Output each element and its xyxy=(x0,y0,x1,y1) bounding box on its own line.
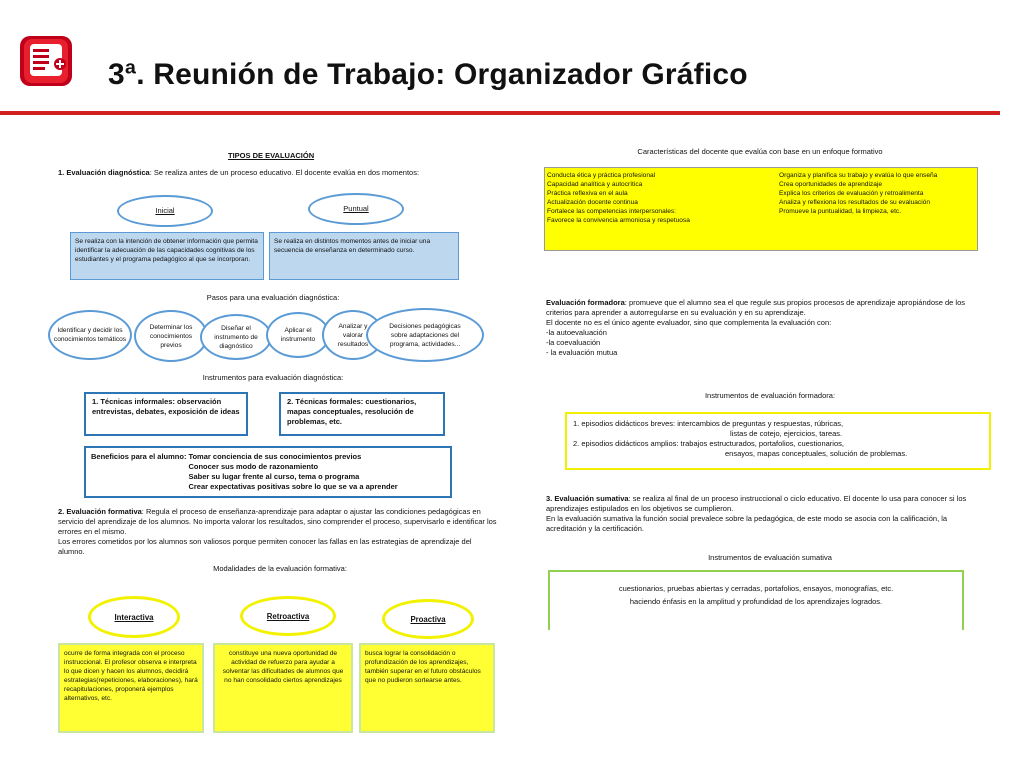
instr-formal: 2. Técnicas formales: cuestionarios, mapas conceptuales, resolución de problemas, etc. xyxy=(279,392,445,436)
formativa-body-2: Los errores cometidos por los alumnos son valiosos porque permiten conocer las fallas en las estrategias de aprendizaje del alumno. xyxy=(58,537,472,556)
formadora-body: : promueve que el alumno sea el que regule sus propios procesos de aprendizaje apropiándose de los criterios para aprender a autorregularse en su evaluación y en su aprendizaje. xyxy=(546,298,966,317)
instr-formadora-line: listas de cotejo, ejercicios, tareas. xyxy=(730,429,843,438)
oval-proactiva: Proactiva xyxy=(382,599,474,639)
formadora-line: - la evaluación mutua xyxy=(546,348,618,357)
oval-inicial: Inicial xyxy=(117,195,213,227)
oval-interactiva: Interactiva xyxy=(88,596,180,638)
carac-right-col xyxy=(779,171,975,247)
step-4: Aplicar el instrumento xyxy=(266,312,330,358)
diag-text: : Se realiza antes de un proceso educativo. El docente evalúa en dos momentos: xyxy=(149,168,420,177)
pasos-title: Pasos para una evaluación diagnóstica: xyxy=(206,293,340,302)
instr-formadora-line: 1. episodios didácticos breves: intercambios de preguntas y respuestas, rúbricas, xyxy=(573,419,844,428)
sumativa-text xyxy=(546,494,976,534)
carac-table xyxy=(544,167,978,251)
formadora-text xyxy=(546,298,976,358)
benefits-box xyxy=(84,446,452,498)
step-2: Determinar los conocimientos previos xyxy=(134,310,208,362)
carac-item: Fortalece las competencias interpersonales: xyxy=(547,208,677,215)
box-proactiva: busca lograr la consolidación o profundización de los aprendizajes, también superar en el futuro obstáculos que no pudieron sortearse antes. xyxy=(359,643,495,733)
benefits-label: Beneficios para el alumno: xyxy=(91,452,187,461)
formativa-text xyxy=(58,507,498,557)
benefits-list xyxy=(188,452,397,492)
step-1: Identificar y decidir los conocimientos temáticos xyxy=(48,310,132,360)
carac-item: Promueve la puntualidad, la limpieza, etc. xyxy=(779,208,902,215)
tipos-title: TIPOS DE EVALUACIÓN xyxy=(228,151,315,160)
formadora-heading: Evaluación formadora xyxy=(546,298,625,307)
instr-sumativa-line: haciendo énfasis en la amplitud y profundidad de los aprendizajes logrados. xyxy=(629,597,883,606)
oval-retroactiva: Retroactiva xyxy=(240,596,336,636)
carac-item: Explica los criterios de evaluación y retroalimenta xyxy=(779,190,924,197)
instr-sumativa-title: Instrumentos de evaluación sumativa xyxy=(708,553,832,562)
carac-item: Práctica reflexiva en el aula xyxy=(547,190,628,197)
diag-heading: 1. Evaluación diagnóstica xyxy=(58,168,150,177)
modalidades-title: Modalidades de la evaluación formativa: xyxy=(213,564,347,573)
benefit-item: Crear expectativas positivas sobre lo que se va a aprender xyxy=(188,482,398,491)
step-3: Diseñar el instrumento de diagnóstico xyxy=(200,314,272,360)
formadora-line: El docente no es el único agente evaluador, sino que complementa la evaluación con: xyxy=(546,318,832,327)
instr-informal: 1. Técnicas informales: observación entrevistas, debates, exposición de ideas xyxy=(84,392,248,436)
carac-left-col xyxy=(547,171,779,247)
carac-item: Capacidad analítica y autocrítica xyxy=(547,181,643,188)
title-divider xyxy=(0,111,1000,115)
step-5: Analizar y valorar resultados xyxy=(322,310,384,360)
step-6: Decisiones pedagógicas sobre adaptaciones del programa, actividades... xyxy=(366,308,484,362)
box-inicial: Se realiza con la intención de obtener información que permita identificar la adecuación de las capacidades cognitivas de los estudiantes y el programa pedagógico al que se incorporan. xyxy=(70,232,264,280)
oval-puntual: Puntual xyxy=(308,193,404,225)
sumativa-body: : se realiza al final de un proceso instruccional o ciclo educativo. El docente lo usa para conocer si los aprendizajes estipulados en los objetivos se cumplieron. xyxy=(546,494,967,513)
instr-formadora-line: ensayos, mapas conceptuales, solución de problemas. xyxy=(725,449,908,458)
instr-formadora-title: Instrumentos de evaluación formadora: xyxy=(704,391,836,400)
box-puntual: Se realiza en distintos momentos antes de iniciar una secuencia de enseñanza en determinado curso. xyxy=(269,232,459,280)
page-title: 3ª. Reunión de Trabajo: Organizador Gráfico xyxy=(108,58,748,91)
benefit-item: Tomar conciencia de sus conocimientos previos xyxy=(188,452,362,461)
formadora-line: -la autoevaluación xyxy=(546,328,607,337)
box-interactiva: ocurre de forma integrada con el proceso instruccional. El profesor observa e interpreta lo que dicen y hacen los alumnos, decidirá estrategias(repeticiones, elaboraciones), hará recapitulaciones, proponerá ejemplos alternativos, etc. xyxy=(58,643,204,733)
benefit-item: Conocer sus modo de razonamiento xyxy=(188,462,319,471)
sumativa-heading: 3. Evaluación sumativa xyxy=(546,494,629,503)
presentation-icon xyxy=(16,30,78,94)
instr-sumativa-line: cuestionarios, pruebas abiertas y cerradas, portafolios, ensayos, monografías, etc. xyxy=(618,584,894,593)
formativa-heading: 2. Evaluación formativa xyxy=(58,507,142,516)
carac-item: Actualización docente continua xyxy=(547,199,638,206)
sumativa-body-2: En la evaluación sumativa la función social prevalece sobre la pedagógica, de este modo se asocia con la calificación, la acreditación y la certificación. xyxy=(546,514,948,533)
carac-title: Características del docente que evalúa con base en un enfoque formativo xyxy=(637,147,883,156)
instr-diag-title: Instrumentos para evaluación diagnóstica: xyxy=(202,373,344,382)
benefit-item: Saber su lugar frente al curso, tema o programa xyxy=(188,472,360,481)
formativa-body: : Regula el proceso de enseñanza-aprendizaje para adaptar o ajustar las condiciones pedagógicas en servicio del aprendizaje de los alumnos. No importa valorar los resultados, sino comprender el proceso, supervisarlo e identificar los errores en el mismo. xyxy=(58,507,497,536)
box-retroactiva: constituye una nueva oportunidad de actividad de refuerzo para ayudar a solventar las dificultades de alumnos que no han consolidado ciertos aprendizajes xyxy=(213,643,353,733)
carac-item: Conducta ética y práctica profesional xyxy=(547,172,656,179)
carac-item: Organiza y planifica su trabajo y evalúa lo que enseña xyxy=(779,172,938,179)
carac-item: Favorece la convivencia armoniosa y respetuosa xyxy=(547,217,690,224)
diag-intro xyxy=(58,168,498,178)
formadora-line: -la coevaluación xyxy=(546,338,601,347)
instr-formadora-line: 2. episodios didácticos amplios: trabajos estructurados, portafolios, cuestionarios, xyxy=(573,439,844,448)
carac-item: Analiza y reflexiona los resultados de su evaluación xyxy=(779,199,931,206)
instr-sumativa-box xyxy=(548,570,964,630)
instr-formadora-box xyxy=(565,412,991,470)
carac-item: Crea oportunidades de aprendizaje xyxy=(779,181,883,188)
